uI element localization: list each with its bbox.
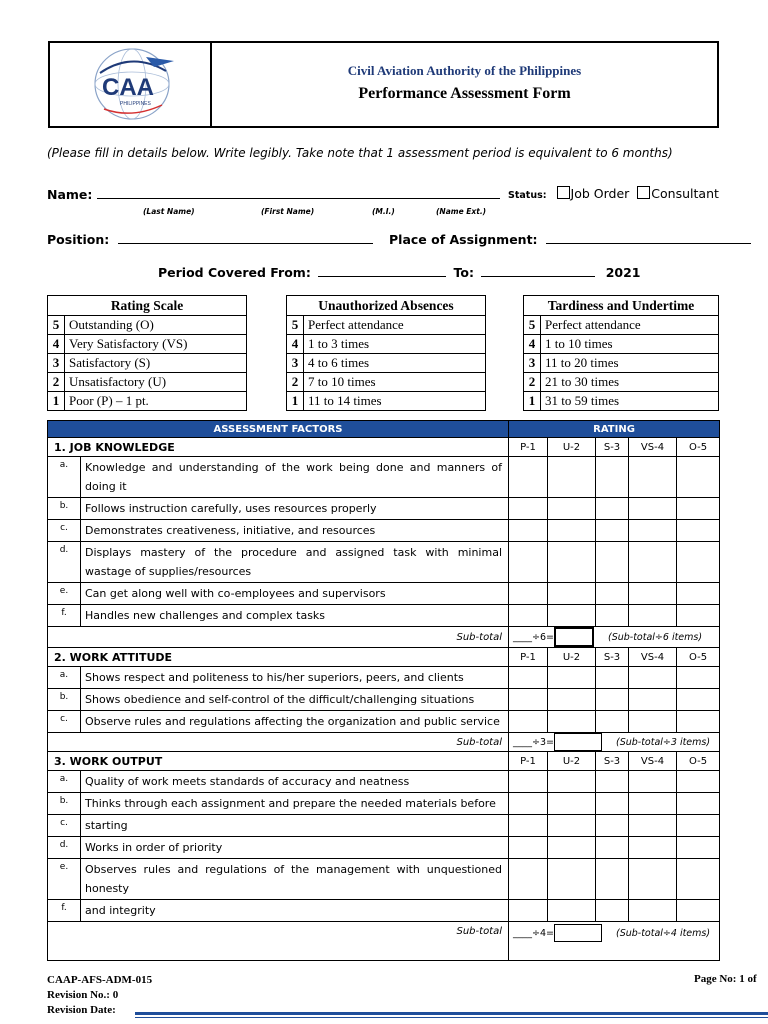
item-letter: b. [48,689,81,711]
item-text: Follows instruction carefully, uses resources properly [81,498,509,520]
subtotal-row [48,627,720,648]
item-letter: b. [48,498,81,520]
form-title: Performance Assessment Form [358,85,571,102]
scale-num: 3 [48,354,65,373]
rating-cell[interactable] [509,689,548,711]
assessment-item-row [48,583,720,605]
item-letter: c. [48,815,81,837]
page-number: Page No: 1 of [694,973,757,985]
period-year: 2021 [605,265,641,280]
position-row [47,231,373,247]
rating-cell[interactable] [509,583,548,605]
assessment-item-row [48,793,720,815]
doc-code: CAAP-AFS-ADM-015 [47,974,153,986]
rating-scale-table [47,295,247,411]
scale-row [287,392,486,411]
subtotal-label: Sub-total [48,922,509,961]
scale-row [48,373,247,392]
rating-cell[interactable] [629,542,677,583]
rating-cell[interactable] [596,711,629,733]
rating-cell[interactable] [677,457,720,498]
revision-date: Revision Date: [47,1004,116,1016]
rating-cell[interactable] [596,498,629,520]
rating-cell[interactable] [509,520,548,542]
subtotal-divisor: ____÷3= [513,736,554,748]
item-text: Observes rules and regulations of the management with unquestioned honesty [81,859,509,900]
rating-cell[interactable] [677,711,720,733]
item-text: Displays mastery of the procedure and assigned task with minimal wastage of supplies/resources [81,542,509,583]
scale-row [524,354,719,373]
scale-num: 4 [48,335,65,354]
rating-col-header: VS-4 [629,438,677,457]
rating-cell[interactable] [596,815,629,837]
rating-cell[interactable] [629,711,677,733]
assessment-item-row [48,520,720,542]
consultant-label: Consultant [651,186,719,201]
assessment-table [47,420,720,961]
rating-cell[interactable] [629,689,677,711]
item-text: Thinks through each assignment and prepare the needed materials before [81,793,509,815]
tardiness-table [523,295,719,411]
rating-cell[interactable] [677,520,720,542]
form-header [48,41,719,128]
scale-num: 4 [524,335,541,354]
period-from-input-line[interactable] [318,264,446,277]
rating-cell[interactable] [509,498,548,520]
rating-cell[interactable] [509,457,548,498]
rating-cell[interactable] [677,859,720,900]
assignment-row [389,231,751,247]
rating-col-header: VS-4 [629,648,677,667]
scale-text: 11 to 20 times [541,354,719,373]
item-letter: c. [48,520,81,542]
item-text: starting [81,815,509,837]
item-text: Observe rules and regulations affecting the organization and public service [81,711,509,733]
subtotal-row [48,922,720,961]
scale-row [48,316,247,335]
item-text: Shows respect and politeness to his/her superiors, peers, and clients [81,667,509,689]
rating-cell[interactable] [596,542,629,583]
svg-text:PHILIPPINES: PHILIPPINES [120,101,151,107]
scale-num: 2 [287,373,304,392]
name-input-line[interactable] [97,186,500,199]
scale-row [287,316,486,335]
section-title: 3. WORK OUTPUT [48,752,509,771]
rating-col-header: P-1 [509,648,548,667]
scale-row [48,354,247,373]
scale-num: 3 [524,354,541,373]
rating-cell[interactable] [509,771,548,793]
rating-cell[interactable] [596,771,629,793]
item-text: Can get along well with co-employees and supervisors [81,583,509,605]
section-header-row [48,438,720,457]
rating-cell[interactable] [509,900,548,922]
rating-cell[interactable] [596,605,629,627]
rating-cell[interactable] [509,837,548,859]
instructions-text: (Please fill in details below. Write legibly. Take note that 1 assessment period is equivalent to 6 months) [47,146,673,160]
job-order-checkbox[interactable] [557,186,570,199]
rating-col-header: U-2 [548,648,596,667]
item-letter: e. [48,583,81,605]
scale-text: 11 to 14 times [304,392,486,411]
rating-cell[interactable] [509,815,548,837]
section-title: 2. WORK ATTITUDE [48,648,509,667]
scale-text: Poor (P) – 1 pt. [65,392,247,411]
footer-rule-thin [135,1017,768,1018]
rating-col-header: S-3 [596,648,629,667]
scale-row [524,316,719,335]
item-letter: a. [48,667,81,689]
rating-col-header: O-5 [677,752,720,771]
rating-cell[interactable] [629,837,677,859]
rating-col-header: O-5 [677,438,720,457]
item-text: Knowledge and understanding of the work being done and manners of doing it [81,457,509,498]
assessment-header-row [48,421,720,438]
item-letter: f. [48,605,81,627]
rating-col-header: VS-4 [629,752,677,771]
rating-cell[interactable] [548,667,596,689]
period-to-input-line[interactable] [481,264,595,277]
scale-text: 4 to 6 times [304,354,486,373]
rating-cell[interactable] [629,520,677,542]
scale-text: 7 to 10 times [304,373,486,392]
section-title: 1. JOB KNOWLEDGE [48,438,509,457]
scale-row [524,335,719,354]
scale-text: Perfect attendance [541,316,719,335]
rating-cell[interactable] [548,815,596,837]
rating-cell[interactable] [596,667,629,689]
item-letter: a. [48,457,81,498]
rating-col-header: U-2 [548,438,596,457]
scale-row [287,354,486,373]
rating-cell[interactable] [509,859,548,900]
rating-cell[interactable] [677,583,720,605]
rating-cell[interactable] [596,689,629,711]
rating-cell[interactable] [596,837,629,859]
scale-num: 1 [48,392,65,411]
assessment-item-row [48,859,720,900]
subtotal-result-box[interactable] [554,924,602,942]
subtotal-note: (Sub-total÷6 items) [607,631,703,643]
rating-cell[interactable] [677,815,720,837]
rating-cell[interactable] [629,793,677,815]
assignment-input-line[interactable] [546,231,751,244]
subtotal-note: (Sub-total÷3 items) [615,736,711,748]
scale-num: 4 [287,335,304,354]
rating-col-header: U-2 [548,752,596,771]
rating-cell[interactable] [509,711,548,733]
rating-cell[interactable] [548,605,596,627]
assessment-item-row [48,837,720,859]
rating-cell[interactable] [677,793,720,815]
rating-cell[interactable] [677,498,720,520]
subtotal-note: (Sub-total÷4 items) [615,927,711,939]
item-text: Quality of work meets standards of accuracy and neatness [81,771,509,793]
scale-row [48,335,247,354]
assessment-item-row [48,667,720,689]
rating-cell[interactable] [629,605,677,627]
subtotal-label: Sub-total [48,733,509,752]
assessment-item-row [48,605,720,627]
assessment-item-row [48,689,720,711]
rating-cell[interactable] [548,542,596,583]
last-name-sublabel: (Last Name) [143,207,195,216]
scale-row [287,373,486,392]
rating-col-header: P-1 [509,438,548,457]
subtotal-label: Sub-total [48,627,509,648]
rating-cell[interactable] [677,900,720,922]
item-text: Works in order of priority [81,837,509,859]
rating-cell[interactable] [509,667,548,689]
section-header-row [48,648,720,667]
assessment-item-row [48,711,720,733]
rating-col-header: O-5 [677,648,720,667]
position-input-line[interactable] [118,231,373,244]
scale-num: 3 [287,354,304,373]
rating-cell[interactable] [677,605,720,627]
logo-cell [50,43,212,126]
period-from-label: Period Covered From: [158,265,311,280]
scale-row [524,373,719,392]
rating-cell[interactable] [629,667,677,689]
name-row [47,186,500,202]
consultant-checkbox[interactable] [637,186,650,199]
item-text: and integrity [81,900,509,922]
assessment-item-row [48,900,720,922]
scale-text: Perfect attendance [304,316,486,335]
scale-num: 5 [524,316,541,335]
revision-number: Revision No.: 0 [47,989,119,1001]
section-header-row [48,752,720,771]
rating-col-header: P-1 [509,752,548,771]
item-letter: a. [48,771,81,793]
rating-cell[interactable] [509,542,548,583]
scale-text: Unsatisfactory (U) [65,373,247,392]
item-text: Shows obedience and self-control of the difficult/challenging situations [81,689,509,711]
rating-cell[interactable] [629,900,677,922]
rating-scale-title: Rating Scale [48,296,247,316]
assessment-factors-header: ASSESSMENT FACTORS [48,421,509,438]
scale-text: Very Satisfactory (VS) [65,335,247,354]
rating-cell[interactable] [629,859,677,900]
rating-cell[interactable] [548,837,596,859]
rating-cell[interactable] [596,457,629,498]
svg-text:CAA: CAA [102,74,154,101]
tardiness-title: Tardiness and Undertime [524,296,719,316]
rating-cell[interactable] [629,498,677,520]
position-label: Position: [47,232,110,247]
rating-col-header: S-3 [596,752,629,771]
rating-cell[interactable] [548,520,596,542]
first-name-sublabel: (First Name) [261,207,315,216]
item-letter: f. [48,900,81,922]
rating-cell[interactable] [596,859,629,900]
name-ext-sublabel: (Name Ext.) [436,207,487,216]
rating-cell[interactable] [548,498,596,520]
scale-num: 5 [48,316,65,335]
status-label: Status: [508,190,547,201]
item-text: Demonstrates creativeness, initiative, and resources [81,520,509,542]
scale-row [524,392,719,411]
absences-title: Unauthorized Absences [287,296,486,316]
rating-cell[interactable] [548,689,596,711]
scale-num: 5 [287,316,304,335]
subtotal-divisor: ____÷4= [513,927,554,939]
name-label: Name: [47,187,93,202]
middle-initial-sublabel: (M.I.) [372,207,395,216]
rating-cell[interactable] [596,583,629,605]
item-text: Handles new challenges and complex tasks [81,605,509,627]
rating-cell[interactable] [677,689,720,711]
scale-num: 1 [524,392,541,411]
item-letter: e. [48,859,81,900]
rating-cell[interactable] [677,771,720,793]
rating-cell[interactable] [548,859,596,900]
scale-text: 21 to 30 times [541,373,719,392]
scale-text: Satisfactory (S) [65,354,247,373]
scale-text: 1 to 10 times [541,335,719,354]
period-row [158,264,641,280]
rating-cell[interactable] [548,771,596,793]
rating-cell[interactable] [548,900,596,922]
rating-cell[interactable] [629,815,677,837]
scale-text: 1 to 3 times [304,335,486,354]
scale-row [287,335,486,354]
assignment-label: Place of Assignment: [389,232,538,247]
rating-cell[interactable] [629,583,677,605]
rating-header: RATING [509,421,720,438]
item-letter: c. [48,711,81,733]
rating-cell[interactable] [677,667,720,689]
assessment-item-row [48,815,720,837]
unauthorized-absences-table [286,295,486,411]
caap-logo [50,43,210,126]
item-letter: b. [48,793,81,815]
rating-cell[interactable] [548,711,596,733]
scale-text: 31 to 59 times [541,392,719,411]
assessment-item-row [48,457,720,498]
rating-cell[interactable] [677,542,720,583]
item-letter: d. [48,837,81,859]
item-letter: d. [48,542,81,583]
rating-cell[interactable] [596,900,629,922]
rating-cell[interactable] [629,457,677,498]
rating-cell[interactable] [596,520,629,542]
assessment-item-row [48,542,720,583]
assessment-item-row [48,771,720,793]
status-group [508,186,719,201]
rating-col-header: S-3 [596,438,629,457]
rating-cell[interactable] [629,771,677,793]
scale-text: Outstanding (O) [65,316,247,335]
subtotal-row [48,733,720,752]
period-to-label: To: [453,265,474,280]
subtotal-result-box[interactable] [554,733,602,751]
scale-num: 2 [48,373,65,392]
rating-cell[interactable] [509,793,548,815]
rating-cell[interactable] [548,583,596,605]
job-order-label: Job Order [570,186,630,201]
subtotal-result-box[interactable] [554,627,594,647]
rating-cell[interactable] [509,605,548,627]
rating-cell[interactable] [548,457,596,498]
scale-num: 2 [524,373,541,392]
subtotal-divisor: ____÷6= [513,631,554,643]
assessment-item-row [48,498,720,520]
organization-name: Civil Aviation Authority of the Philippines [347,63,582,78]
rating-cell[interactable] [596,793,629,815]
scale-row [48,392,247,411]
footer-rule [135,1012,768,1015]
rating-cell[interactable] [548,793,596,815]
rating-cell[interactable] [677,837,720,859]
scale-num: 1 [287,392,304,411]
